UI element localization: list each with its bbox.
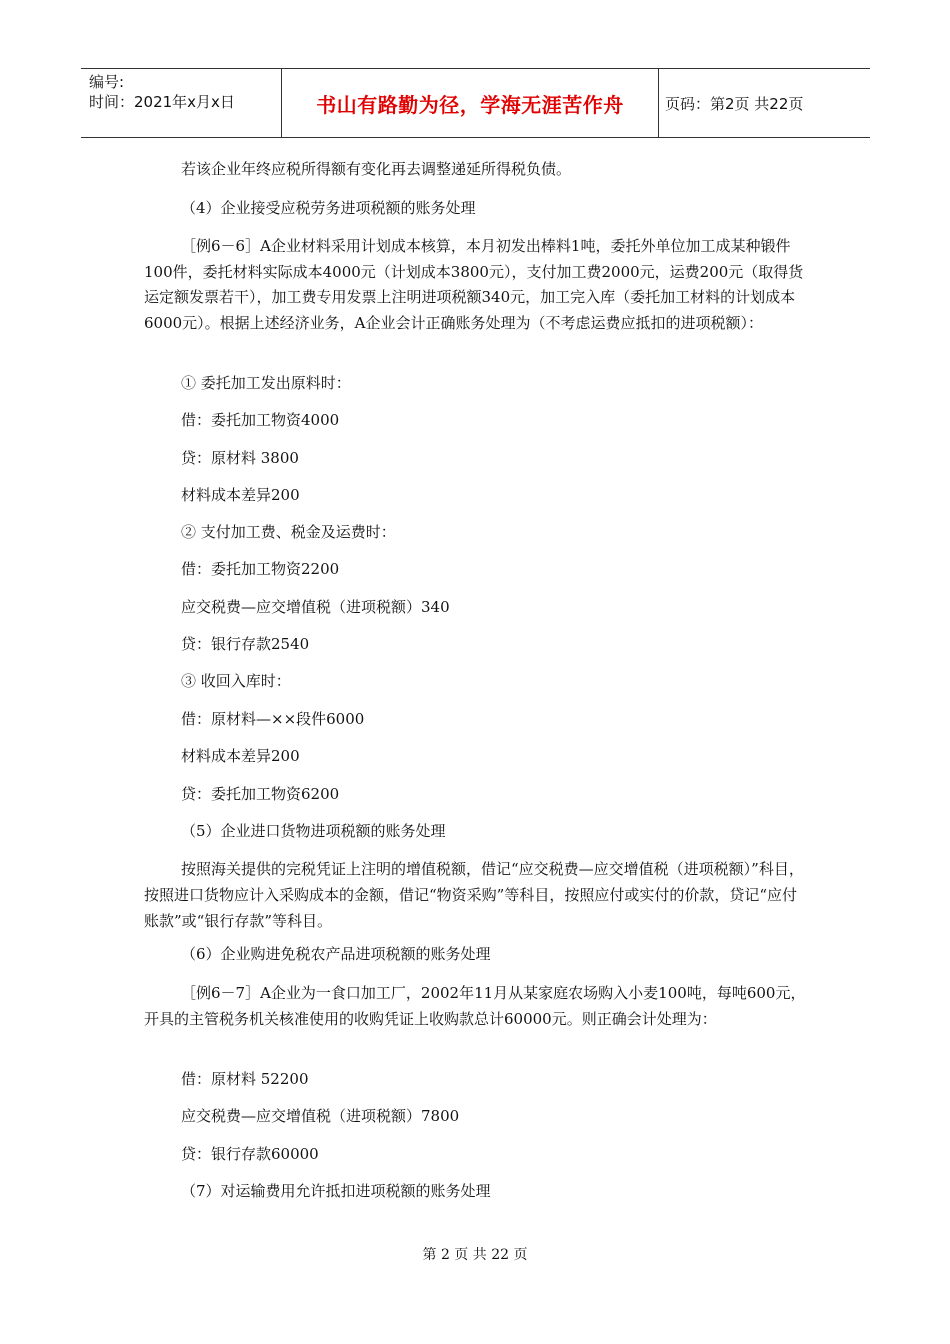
- journal-entry: 借：原材料 52200: [181, 1070, 309, 1088]
- journal-entry: 应交税费—应交增值税（进项税额）7800: [181, 1107, 460, 1125]
- header-info-cell: [81, 69, 281, 137]
- section-heading: （6）企业购进免税农产品进项税额的账务处理: [181, 945, 491, 963]
- journal-entry: 借：原材料—××段件6000: [181, 710, 365, 728]
- journal-entry: 借：委托加工物资2200: [181, 560, 340, 578]
- section-heading: （4）企业接受应税劳务进项税额的账务处理: [181, 199, 476, 217]
- journal-entry: 贷：委托加工物资6200: [181, 785, 340, 803]
- example-paragraph: ［例6－6］A企业材料采用计划成本核算，本月初发出棒料1吨，委托外单位加工成某种锻件100件，委托材料实际成本4000元（计划成本3800元），支付加工费2000元，运费200元（取得货运定额发票若干），加工费专用发票上注明进项税额340元，加工完入库（委托加工材料的计划成本6000元）。根据上述经济业务，A企业会计正确账务处理为（不考虑运费应抵扣的进项税额）：: [144, 237, 804, 332]
- document-number-label: 编号:: [89, 73, 125, 91]
- step-heading: ① 委托加工发出原料时：: [181, 374, 351, 392]
- journal-entry: 材料成本差异200: [181, 747, 300, 765]
- step-heading: ③ 收回入库时：: [181, 672, 291, 690]
- document-date-label: 时间：2021年x月x日: [89, 93, 235, 111]
- example-paragraph: ［例6－7］A企业为一食口加工厂，2002年11月从某家庭农场购入小麦100吨，每吨600元，开具的主管税务机关核准使用的收购凭证上收购款总计60000元。则正确会计处理为：: [144, 984, 806, 1028]
- journal-entry: 应交税费—应交增值税（进项税额）340: [181, 598, 450, 616]
- header-motto: 书山有路勤为径，学海无涯苦作舟: [316, 92, 624, 117]
- step-heading: ② 支付加工费、税金及运费时：: [181, 523, 396, 541]
- journal-entry: 贷：银行存款2540: [181, 635, 310, 653]
- journal-entry: 贷：原材料 3800: [181, 449, 299, 467]
- section-heading: （5）企业进口货物进项税额的账务处理: [181, 822, 446, 840]
- header-page-number: 页码：第2页 共22页: [665, 94, 804, 113]
- paragraph: 按照海关提供的完税凭证上注明的增值税额，借记“应交税费—应交增值税（进项税额）”科目，按照进口货物应计入采购成本的金额，借记“物资采购”等科目，按照应付或实付的价款，贷记“应付账款”或“银行存款”等科目。: [144, 860, 804, 930]
- journal-entry: 借：委托加工物资4000: [181, 411, 340, 429]
- header-page-cell: [659, 69, 870, 137]
- journal-entry: 材料成本差异200: [181, 486, 300, 504]
- paragraph: 若该企业年终应税所得额有变化再去调整递延所得税负债。: [181, 160, 572, 178]
- journal-entry: 贷：银行存款60000: [181, 1145, 319, 1163]
- page-header: [81, 68, 870, 138]
- page-footer: 第 2 页 共 22 页: [422, 1247, 528, 1263]
- header-motto-cell: [281, 69, 659, 137]
- section-heading: （7）对运输费用允许抵扣进项税额的账务处理: [181, 1182, 491, 1200]
